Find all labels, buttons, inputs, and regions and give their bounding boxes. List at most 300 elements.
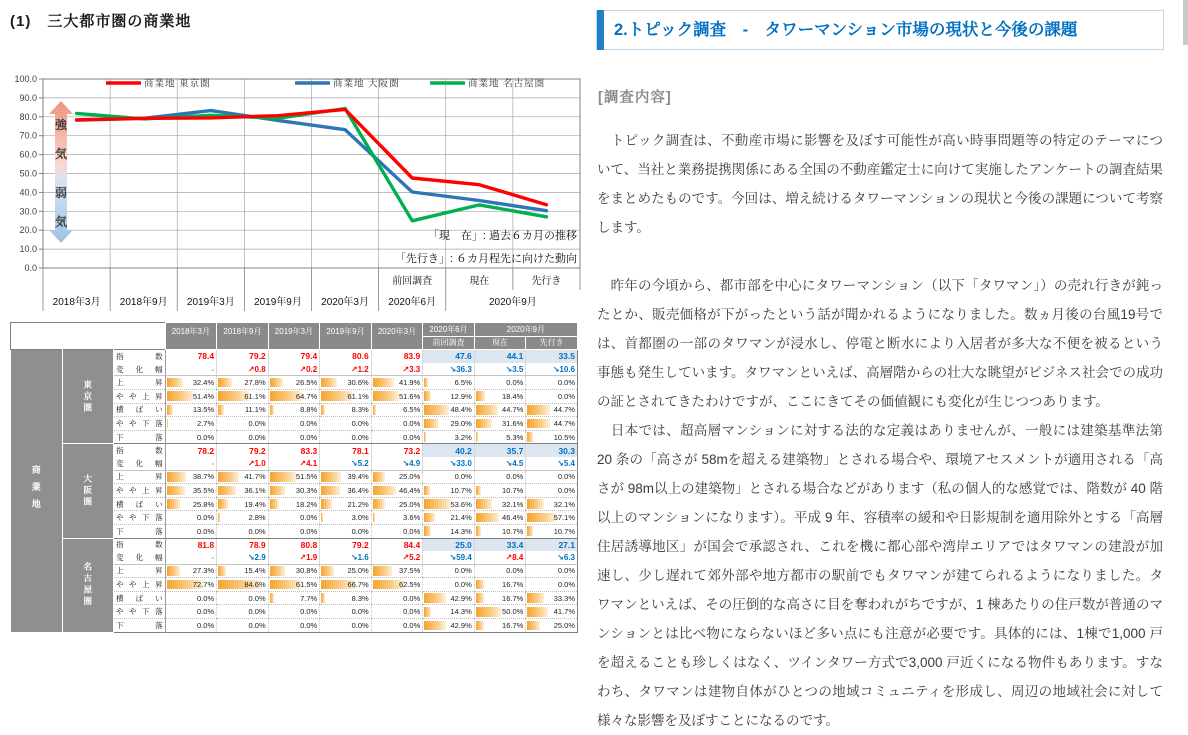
pct-cell: 27.8% — [217, 376, 269, 390]
index-table — [10, 322, 578, 633]
pct-bar — [476, 580, 484, 590]
paragraph-3: 日本では、超高層マンションに対する法的な定義はありませんが、一般には建築基準法第 20 条の「高さが 58mを超える建築物」とされる場合や、環境アセスメントが適用される「高さが 98m以上の建築物」とされる場合などがあります（私の個人的な感覚では、階数が 40 階以上のマンションになります）。平成 9 年、容積率の緩和や日影規制を適用除外とする「高層住居誘導地区」が国会で承認され、これを機に都心部や湾岸エリアではタワマンの建設が加速し、少し遅れて郊外部や地方都市の駅前でもタワマンが建てられるようになりました。タワマンといえば、その圧倒的な高さに目を奪われがちですが、1 棟あたりの住戸数が普通のマンションとは比べ物にならないほど多い点にも注意が必要です。具体的には、1棟で1,000 戸を超えることも珍しくはなく、ツインタワー方式で3,000 戸近くになる物件もあります。すなわち、タワマンは建物自体がひとつの地域コミュニティを形成し、周辺の地域社会に対して様々な影響を及ぼすことになるのです。 — [597, 423, 1163, 728]
pct-cell: 0.0% — [371, 619, 423, 633]
pct-cell: 51.5% — [268, 470, 320, 484]
svg-text:強: 強 — [54, 118, 68, 132]
row-label: 横ばい — [114, 591, 166, 605]
pct-bar — [373, 499, 386, 509]
pct-bar — [424, 378, 427, 388]
row-label: 上昇 — [114, 376, 166, 390]
pct-cell: 0.0% — [371, 605, 423, 619]
pct-cell: 0.0% — [371, 430, 423, 444]
index-value: 78.1 — [320, 444, 372, 457]
pct-cell: 13.5% — [165, 403, 217, 417]
pct-bar — [476, 405, 499, 415]
pct-cell: 11.1% — [217, 403, 269, 417]
index-value: 78.2 — [165, 444, 217, 457]
pct-bar — [218, 486, 236, 496]
col-header: 2020年3月 — [371, 323, 423, 350]
pct-cell: 2.8% — [217, 511, 269, 525]
change-value: ↗1.9 — [268, 551, 320, 564]
svg-text:10.0: 10.0 — [19, 244, 37, 255]
svg-text:2020年9月: 2020年9月 — [488, 297, 537, 308]
pct-cell: 72.7% — [165, 578, 217, 592]
page-title: (1) 三大都市圏の商業地 — [10, 13, 192, 30]
index-value: 83.9 — [371, 350, 423, 363]
pct-bar — [167, 419, 168, 429]
pct-cell: 0.0% — [165, 524, 217, 538]
pct-cell: 32.1% — [526, 497, 578, 511]
pct-cell: 33.3% — [526, 591, 578, 605]
region-label: 大阪圏 — [62, 444, 114, 538]
change-value: ↘10.6 — [526, 363, 578, 376]
change-value: ↗3.3 — [371, 363, 423, 376]
pct-cell: 0.0% — [217, 417, 269, 431]
pct-bar — [167, 405, 174, 415]
pct-bar — [424, 432, 426, 442]
pct-cell: 44.7% — [526, 417, 578, 431]
row-label: 変化幅 — [114, 551, 166, 564]
change-value: ↗1.2 — [320, 363, 372, 376]
pct-cell: 0.0% — [526, 564, 578, 578]
svg-text:2018年9月: 2018年9月 — [119, 297, 168, 308]
pct-cell: 42.9% — [423, 619, 475, 633]
pct-cell: 0.0% — [320, 619, 372, 633]
row-label: 指数 — [114, 538, 166, 551]
svg-text:80.0: 80.0 — [19, 111, 37, 122]
pct-bar — [270, 405, 274, 415]
pct-bar — [527, 607, 548, 617]
pct-cell: 3.6% — [371, 511, 423, 525]
pct-cell: 44.7% — [474, 403, 526, 417]
pct-bar — [476, 526, 481, 536]
pct-bar — [476, 419, 492, 429]
col-header: 2018年3月 — [165, 323, 217, 350]
svg-text:2020年6月: 2020年6月 — [388, 297, 437, 308]
svg-text:2018年3月: 2018年3月 — [52, 297, 101, 308]
change-value: ↗0.8 — [217, 363, 269, 376]
change-value: ↗8.4 — [474, 551, 526, 564]
pct-bar — [270, 566, 286, 576]
pct-cell: 0.0% — [474, 470, 526, 484]
pct-bar — [373, 513, 375, 523]
topic-body — [597, 126, 1163, 735]
index-value: 25.0 — [423, 538, 475, 551]
pct-cell: 8.3% — [320, 591, 372, 605]
pct-bar — [321, 566, 334, 576]
pct-bar — [270, 499, 279, 509]
pct-cell: 0.0% — [268, 524, 320, 538]
col-subheader: 現在 — [474, 336, 526, 350]
pct-bar — [527, 432, 532, 442]
pct-cell: 51.6% — [371, 389, 423, 403]
pct-cell: 7.7% — [268, 591, 320, 605]
change-value: ↘2.9 — [217, 551, 269, 564]
pct-bar — [167, 486, 185, 496]
index-value: 35.7 — [474, 444, 526, 457]
pct-cell: 0.0% — [371, 591, 423, 605]
pct-cell: 15.4% — [217, 564, 269, 578]
pct-cell: 30.8% — [268, 564, 320, 578]
pct-cell: 30.3% — [268, 484, 320, 498]
pct-cell: 0.0% — [526, 470, 578, 484]
change-value: ↗0.2 — [268, 363, 320, 376]
pct-bar — [373, 405, 376, 415]
svg-text:先行き: 先行き — [531, 276, 562, 287]
chart-svg — [5, 68, 590, 320]
change-value: - — [165, 551, 217, 564]
pct-cell: 0.0% — [268, 511, 320, 525]
pct-cell: 21.4% — [423, 511, 475, 525]
pct-bar — [424, 499, 451, 509]
pct-cell: 0.0% — [423, 564, 475, 578]
pct-cell: 0.0% — [371, 524, 423, 538]
pct-bar — [373, 566, 392, 576]
pct-cell: 0.0% — [526, 389, 578, 403]
pct-cell: 0.0% — [217, 430, 269, 444]
pct-cell: 16.7% — [474, 619, 526, 633]
change-value: ↘36.3 — [423, 363, 475, 376]
pct-cell: 41.7% — [526, 605, 578, 619]
index-value: 30.3 — [526, 444, 578, 457]
pct-cell: 27.3% — [165, 564, 217, 578]
pct-cell: 3.2% — [423, 430, 475, 444]
pct-cell: 10.5% — [526, 430, 578, 444]
pct-cell: 25.0% — [371, 497, 423, 511]
row-label: やや上昇 — [114, 484, 166, 498]
change-value: ↘5.2 — [320, 457, 372, 470]
pct-bar — [424, 419, 439, 429]
pct-cell: 18.2% — [268, 497, 320, 511]
row-label: 指数 — [114, 444, 166, 457]
row-label: 下落 — [114, 524, 166, 538]
pct-cell: 36.4% — [320, 484, 372, 498]
pct-cell: 8.8% — [268, 403, 320, 417]
pct-bar — [321, 378, 336, 388]
pct-bar — [527, 513, 556, 523]
pct-cell: 3.0% — [320, 511, 372, 525]
index-value: 80.8 — [268, 538, 320, 551]
pct-bar — [321, 405, 325, 415]
pct-bar — [373, 391, 399, 401]
pct-bar — [321, 486, 339, 496]
pct-bar — [527, 405, 550, 415]
pct-cell: 38.7% — [165, 470, 217, 484]
pct-bar — [218, 405, 224, 415]
pct-bar — [321, 499, 332, 509]
pct-cell: 44.7% — [526, 403, 578, 417]
change-value: ↗1.0 — [217, 457, 269, 470]
pct-cell: 0.0% — [165, 591, 217, 605]
pct-cell: 0.0% — [165, 605, 217, 619]
pct-bar — [321, 472, 341, 482]
pct-bar — [476, 391, 485, 401]
col-header: 2019年3月 — [268, 323, 320, 350]
svg-text:弱: 弱 — [54, 186, 68, 200]
pct-cell: 0.0% — [320, 605, 372, 619]
pct-bar — [373, 486, 396, 496]
row-label: 上昇 — [114, 564, 166, 578]
pct-bar — [167, 499, 180, 509]
pct-cell: 84.6% — [217, 578, 269, 592]
pct-cell: 0.0% — [165, 511, 217, 525]
pct-cell: 10.7% — [474, 524, 526, 538]
pct-cell: 32.1% — [474, 497, 526, 511]
region-label: 名古屋圏 — [62, 538, 114, 632]
pct-bar — [476, 499, 492, 509]
heading-accent-bar — [597, 10, 604, 50]
pct-cell: 29.0% — [423, 417, 475, 431]
pct-bar — [218, 566, 226, 576]
pct-cell: 2.7% — [165, 417, 217, 431]
svg-text:50.0: 50.0 — [19, 168, 37, 179]
pct-cell: 41.7% — [217, 470, 269, 484]
topic-heading-box — [596, 10, 1164, 50]
pct-bar — [321, 593, 325, 603]
svg-text:「先行き」: ６カ月程先に向けた動向: 「先行き」: ６カ月程先に向けた動向 — [394, 253, 577, 265]
pct-cell: 0.0% — [320, 430, 372, 444]
pct-cell: 10.7% — [423, 484, 475, 498]
col-header: 2020年9月 — [474, 323, 577, 337]
pct-bar — [167, 378, 183, 388]
pct-cell: 6.5% — [423, 376, 475, 390]
pct-cell: 61.5% — [268, 578, 320, 592]
change-value: - — [165, 457, 217, 470]
index-value: 81.8 — [165, 538, 217, 551]
svg-text:0.0: 0.0 — [24, 263, 37, 273]
pct-bar — [424, 391, 431, 401]
row-label: やや下落 — [114, 605, 166, 619]
pct-cell: 25.0% — [526, 619, 578, 633]
col-subheader: 先行き — [526, 336, 578, 350]
pct-bar — [167, 472, 187, 482]
change-value: ↘59.4 — [423, 551, 475, 564]
pct-cell: 16.7% — [474, 591, 526, 605]
pct-cell: 25.0% — [371, 470, 423, 484]
pct-bar — [218, 499, 228, 509]
index-value: 84.4 — [371, 538, 423, 551]
pct-bar — [476, 486, 481, 496]
col-header: 2020年6月 — [423, 323, 475, 337]
pct-bar — [270, 593, 274, 603]
pct-cell: 57.1% — [526, 511, 578, 525]
pct-cell: 42.9% — [423, 591, 475, 605]
col-header: 2018年9月 — [217, 323, 269, 350]
pct-cell: 0.0% — [526, 578, 578, 592]
index-value: 40.2 — [423, 444, 475, 457]
change-value: ↘33.0 — [423, 457, 475, 470]
index-value: 79.2 — [320, 538, 372, 551]
pct-cell: 18.4% — [474, 389, 526, 403]
svg-text:「現 在」: 過去６カ月の推移: 「現 在」: 過去６カ月の推移 — [427, 230, 577, 242]
svg-text:2019年9月: 2019年9月 — [254, 297, 302, 308]
pct-bar — [527, 593, 544, 603]
pct-cell: 48.4% — [423, 403, 475, 417]
row-label: 下落 — [114, 430, 166, 444]
topic-title: 2.トピック調査 - タワーマンション市場の現状と今後の課題 — [614, 21, 1078, 39]
index-value: 79.2 — [217, 444, 269, 457]
pct-cell: 50.0% — [474, 605, 526, 619]
row-label: やや下落 — [114, 417, 166, 431]
index-value: 79.2 — [217, 350, 269, 363]
section-label: [調査内容] — [598, 90, 672, 106]
svg-text:商業地 名古屋圏: 商業地 名古屋圏 — [468, 78, 546, 90]
sentiment-line-chart — [5, 68, 590, 320]
pct-bar — [321, 513, 323, 523]
pct-bar — [476, 513, 499, 523]
pct-cell: 14.3% — [423, 524, 475, 538]
header-corner — [11, 323, 166, 350]
pct-bar — [476, 607, 501, 617]
pct-cell: 16.7% — [474, 578, 526, 592]
pct-cell: 41.9% — [371, 376, 423, 390]
pct-bar — [527, 499, 543, 509]
pct-cell: 61.1% — [217, 389, 269, 403]
svg-text:60.0: 60.0 — [19, 149, 37, 160]
pct-bar — [270, 378, 283, 388]
pct-cell: 0.0% — [268, 619, 320, 633]
pct-bar — [167, 566, 181, 576]
pct-cell: 0.0% — [165, 619, 217, 633]
svg-text:90.0: 90.0 — [19, 92, 37, 103]
pct-cell: 19.4% — [217, 497, 269, 511]
pct-bar — [476, 432, 479, 442]
index-value: 33.4 — [474, 538, 526, 551]
index-value: 79.4 — [268, 350, 320, 363]
index-value: 44.1 — [474, 350, 526, 363]
row-label: 上昇 — [114, 470, 166, 484]
svg-text:気: 気 — [54, 215, 68, 229]
row-label: 横ばい — [114, 403, 166, 417]
pct-cell: 10.7% — [526, 524, 578, 538]
change-value: ↘4.9 — [371, 457, 423, 470]
svg-text:気: 気 — [54, 147, 68, 161]
change-value: - — [165, 363, 217, 376]
pct-cell: 0.0% — [526, 376, 578, 390]
pct-bar — [424, 486, 429, 496]
pct-bar — [476, 593, 484, 603]
pct-cell: 35.5% — [165, 484, 217, 498]
pct-cell: 8.3% — [320, 403, 372, 417]
pct-bar — [424, 513, 435, 523]
pct-cell: 0.0% — [474, 564, 526, 578]
pct-cell: 53.6% — [423, 497, 475, 511]
row-label: 変化幅 — [114, 457, 166, 470]
pct-cell: 25.0% — [320, 564, 372, 578]
row-label: 下落 — [114, 619, 166, 633]
pct-cell: 39.4% — [320, 470, 372, 484]
pct-cell: 12.9% — [423, 389, 475, 403]
index-value: 33.5 — [526, 350, 578, 363]
pct-cell: 10.7% — [474, 484, 526, 498]
index-value: 73.2 — [371, 444, 423, 457]
pct-cell: 26.5% — [268, 376, 320, 390]
pct-cell: 0.0% — [526, 484, 578, 498]
index-value: 27.1 — [526, 538, 578, 551]
svg-text:20.0: 20.0 — [19, 225, 37, 236]
pct-bar — [424, 621, 446, 631]
svg-text:2020年3月: 2020年3月 — [321, 297, 369, 308]
col-subheader: 前回調査 — [423, 336, 475, 350]
pct-cell: 0.0% — [268, 430, 320, 444]
pct-cell: 0.0% — [320, 524, 372, 538]
pct-cell: 32.4% — [165, 376, 217, 390]
pct-cell: 14.3% — [423, 605, 475, 619]
pct-bar — [527, 419, 550, 429]
col-header: 2019年9月 — [320, 323, 372, 350]
scrollbar-fragment[interactable] — [1183, 0, 1188, 45]
index-value: 80.6 — [320, 350, 372, 363]
row-label: やや下落 — [114, 511, 166, 525]
change-value: ↘5.4 — [526, 457, 578, 470]
pct-cell: 31.6% — [474, 417, 526, 431]
pct-cell: 64.7% — [268, 389, 320, 403]
region-label: 東京圏 — [62, 350, 114, 444]
pct-bar — [270, 472, 296, 482]
pct-cell: 62.5% — [371, 578, 423, 592]
svg-text:商業地 大阪圏: 商業地 大阪圏 — [333, 78, 400, 90]
svg-text:40.0: 40.0 — [19, 187, 37, 198]
pct-bar — [424, 405, 448, 415]
index-value: 83.3 — [268, 444, 320, 457]
svg-text:70.0: 70.0 — [19, 130, 37, 141]
pct-cell: 25.8% — [165, 497, 217, 511]
pct-cell: 0.0% — [371, 417, 423, 431]
change-value: ↘3.5 — [474, 363, 526, 376]
paragraph-1: トピック調査は、不動産市場に影響を及ぼす可能性が高い時事問題等の特定のテーマについて、当社と業務提携関係にある全国の不動産鑑定士に向けて実施したアンケートの調査結果をまとめたものです。今回は、増え続けるタワーマンションの現状と今後の課題について考察します。 — [597, 133, 1163, 235]
pct-cell: 0.0% — [217, 591, 269, 605]
change-value: ↘1.6 — [320, 551, 372, 564]
pct-cell: 0.0% — [217, 605, 269, 619]
pct-cell: 21.2% — [320, 497, 372, 511]
pct-cell: 0.0% — [268, 605, 320, 619]
group-label: 商業地 — [11, 350, 63, 632]
pct-cell: 36.1% — [217, 484, 269, 498]
pct-bar — [527, 621, 540, 631]
index-value: 47.6 — [423, 350, 475, 363]
pct-bar — [373, 378, 394, 388]
pct-cell: 0.0% — [217, 619, 269, 633]
pct-bar — [218, 513, 219, 523]
change-value: ↘4.5 — [474, 457, 526, 470]
pct-bar — [527, 526, 532, 536]
pct-bar — [373, 472, 386, 482]
pct-cell: 46.4% — [371, 484, 423, 498]
index-value: 78.4 — [165, 350, 217, 363]
pct-bar — [424, 526, 431, 536]
pct-cell: 5.3% — [474, 430, 526, 444]
change-value: ↗4.1 — [268, 457, 320, 470]
change-value: ↘6.3 — [526, 551, 578, 564]
svg-text:2019年3月: 2019年3月 — [186, 297, 235, 308]
pct-cell: 61.1% — [320, 389, 372, 403]
svg-text:現在: 現在 — [469, 276, 490, 287]
pct-cell: 6.5% — [371, 403, 423, 417]
index-value: 78.9 — [217, 538, 269, 551]
pct-cell: 66.7% — [320, 578, 372, 592]
row-label: 指数 — [114, 350, 166, 363]
pct-cell: 0.0% — [165, 430, 217, 444]
pct-bar — [218, 378, 232, 388]
row-label: 横ばい — [114, 497, 166, 511]
pct-cell: 0.0% — [217, 524, 269, 538]
pct-bar — [424, 593, 446, 603]
pct-cell: 30.6% — [320, 376, 372, 390]
pct-bar — [167, 391, 193, 401]
svg-text:商業地 東京圏: 商業地 東京圏 — [144, 78, 211, 90]
svg-text:100.0: 100.0 — [14, 74, 37, 84]
row-label: やや上昇 — [114, 389, 166, 403]
